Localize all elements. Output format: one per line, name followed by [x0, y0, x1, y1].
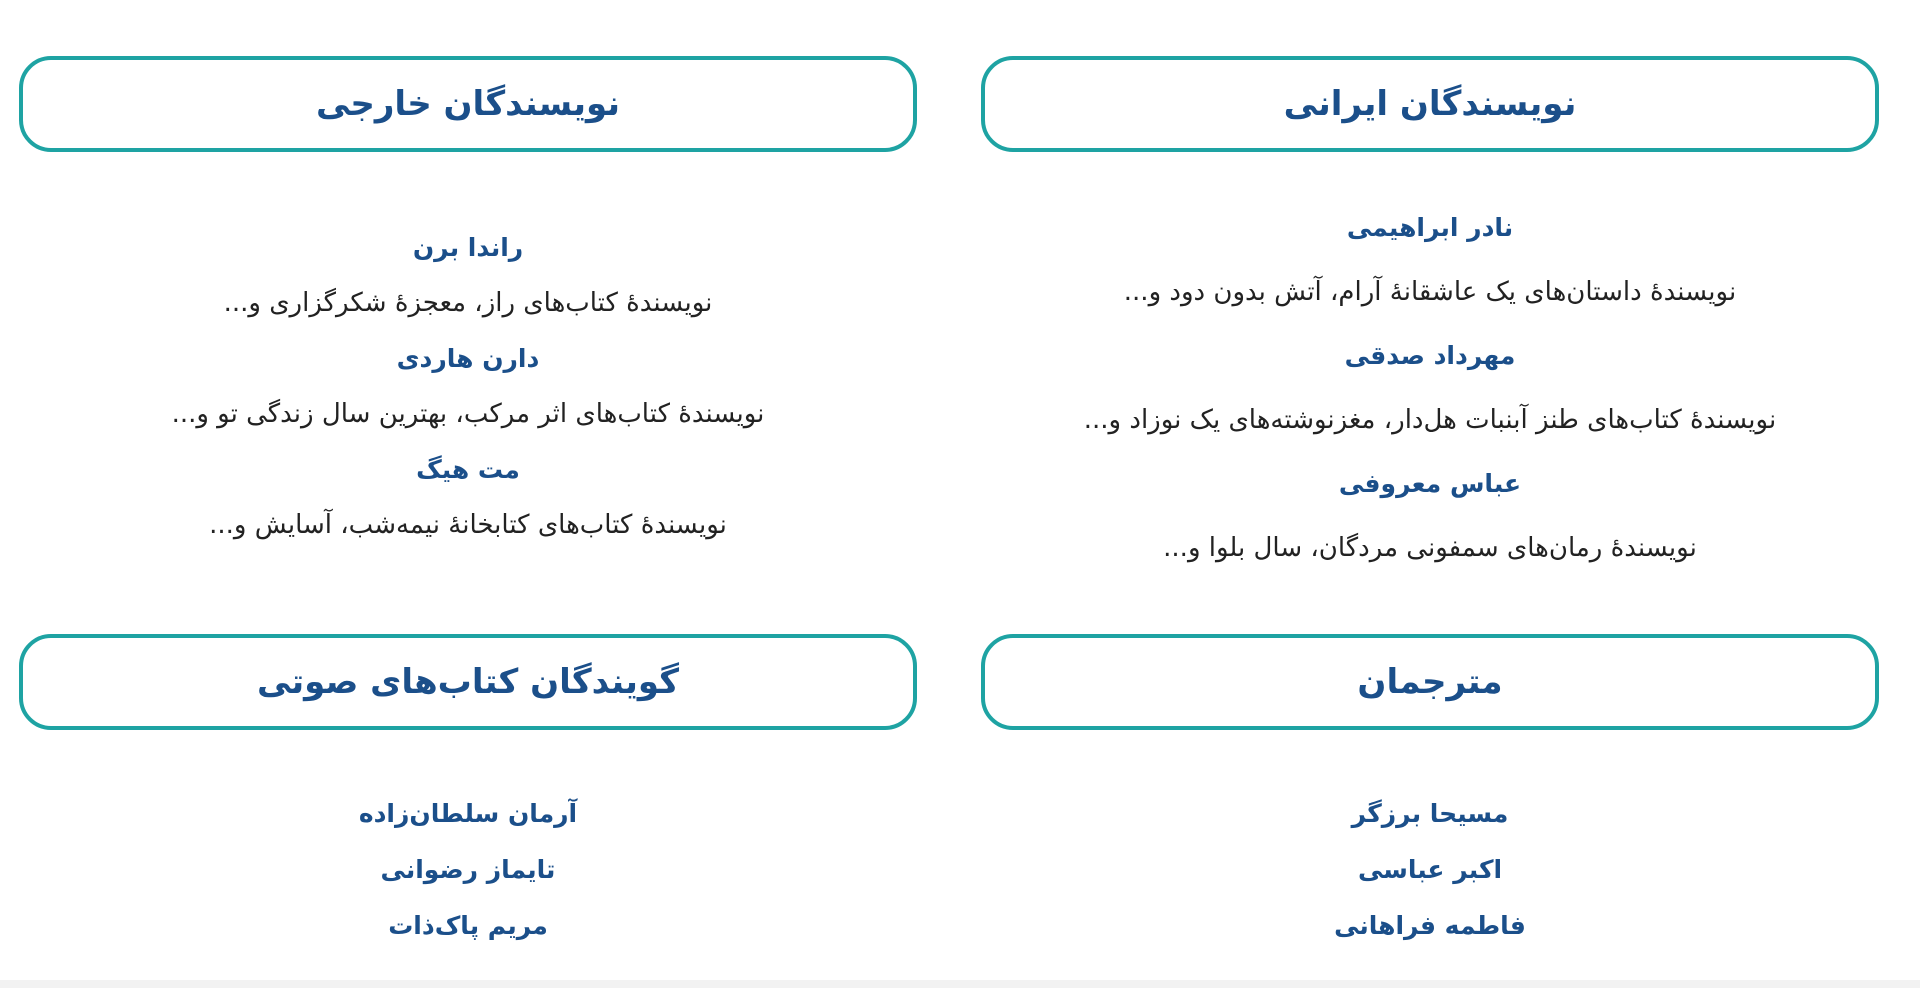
list-item	[19, 898, 917, 954]
translators-list	[981, 786, 1879, 954]
author-description: نویسندهٔ رمان‌های سمفونی مردگان، سال بلوا و...	[1163, 533, 1697, 563]
author-description: نویسندهٔ کتاب‌های راز، معجزهٔ شکرگزاری و...	[223, 288, 713, 318]
foreign-authors-list	[19, 223, 917, 556]
narrators-title: گویندگان کتاب‌های صوتی	[256, 662, 680, 702]
list-item	[19, 842, 917, 898]
translator-link-fatemeh-farahani[interactable]: فاطمه فراهانی	[1334, 911, 1526, 940]
narrator-link-taymaz-rezvani[interactable]: تایماز رضوانی	[380, 855, 556, 884]
author-link-darren-hardy[interactable]: دارن هاردی	[396, 344, 540, 373]
author-entry	[981, 330, 1879, 458]
translator-link-masiha-barzegar[interactable]: مسیحا برزگر	[1351, 799, 1509, 828]
foreign-authors-header[interactable]	[19, 56, 917, 152]
narrators-header[interactable]	[19, 634, 917, 730]
author-entry	[981, 202, 1879, 330]
author-description: نویسندهٔ کتاب‌های اثر مرکب، بهترین سال زندگی تو و...	[171, 399, 765, 429]
author-entry	[19, 223, 917, 334]
list-item	[981, 898, 1879, 954]
list-item	[19, 786, 917, 842]
translators-title: مترجمان	[1357, 662, 1503, 702]
footer-divider	[0, 980, 1920, 988]
foreign-authors-title: نویسندگان خارجی	[315, 84, 621, 124]
author-link-nader-ebrahimi[interactable]: نادر ابراهیمی	[1346, 213, 1514, 242]
narrator-link-arman-soltanzadeh[interactable]: آرمان سلطان‌زاده	[358, 799, 578, 828]
translator-link-akbar-abbasi[interactable]: اکبر عباسی	[1357, 855, 1503, 884]
iranian-authors-title: نویسندگان ایرانی	[1283, 84, 1577, 124]
author-description: نویسندهٔ کتاب‌های کتابخانهٔ نیمه‌شب، آسایش و...	[209, 510, 727, 540]
translators-header[interactable]	[981, 634, 1879, 730]
narrators-section	[19, 634, 917, 954]
author-link-rhonda-byrne[interactable]: راندا برن	[412, 233, 524, 262]
author-description: نویسندهٔ داستان‌های یک عاشقانهٔ آرام، آتش بدون دود و...	[1123, 277, 1737, 307]
author-entry	[19, 445, 917, 556]
list-item	[981, 842, 1879, 898]
author-description: نویسندهٔ کتاب‌های طنز آبنبات هل‌دار، مغزنوشته‌های یک نوزاد و...	[1083, 405, 1777, 435]
iranian-authors-header[interactable]	[981, 56, 1879, 152]
author-link-mehrdad-sedghi[interactable]: مهرداد صدقی	[1344, 341, 1516, 370]
translators-section	[981, 634, 1879, 954]
iranian-authors-list	[981, 202, 1879, 586]
narrators-list	[19, 786, 917, 954]
author-entry	[19, 334, 917, 445]
list-item	[981, 786, 1879, 842]
narrator-link-maryam-pakzat[interactable]: مریم پاک‌ذات	[388, 911, 548, 940]
author-link-abbas-maroufi[interactable]: عباس معروفی	[1338, 469, 1522, 498]
author-entry	[981, 458, 1879, 586]
author-link-matt-haig[interactable]: مت هیگ	[416, 455, 520, 484]
iranian-authors-section	[981, 56, 1879, 586]
foreign-authors-section	[19, 56, 917, 556]
